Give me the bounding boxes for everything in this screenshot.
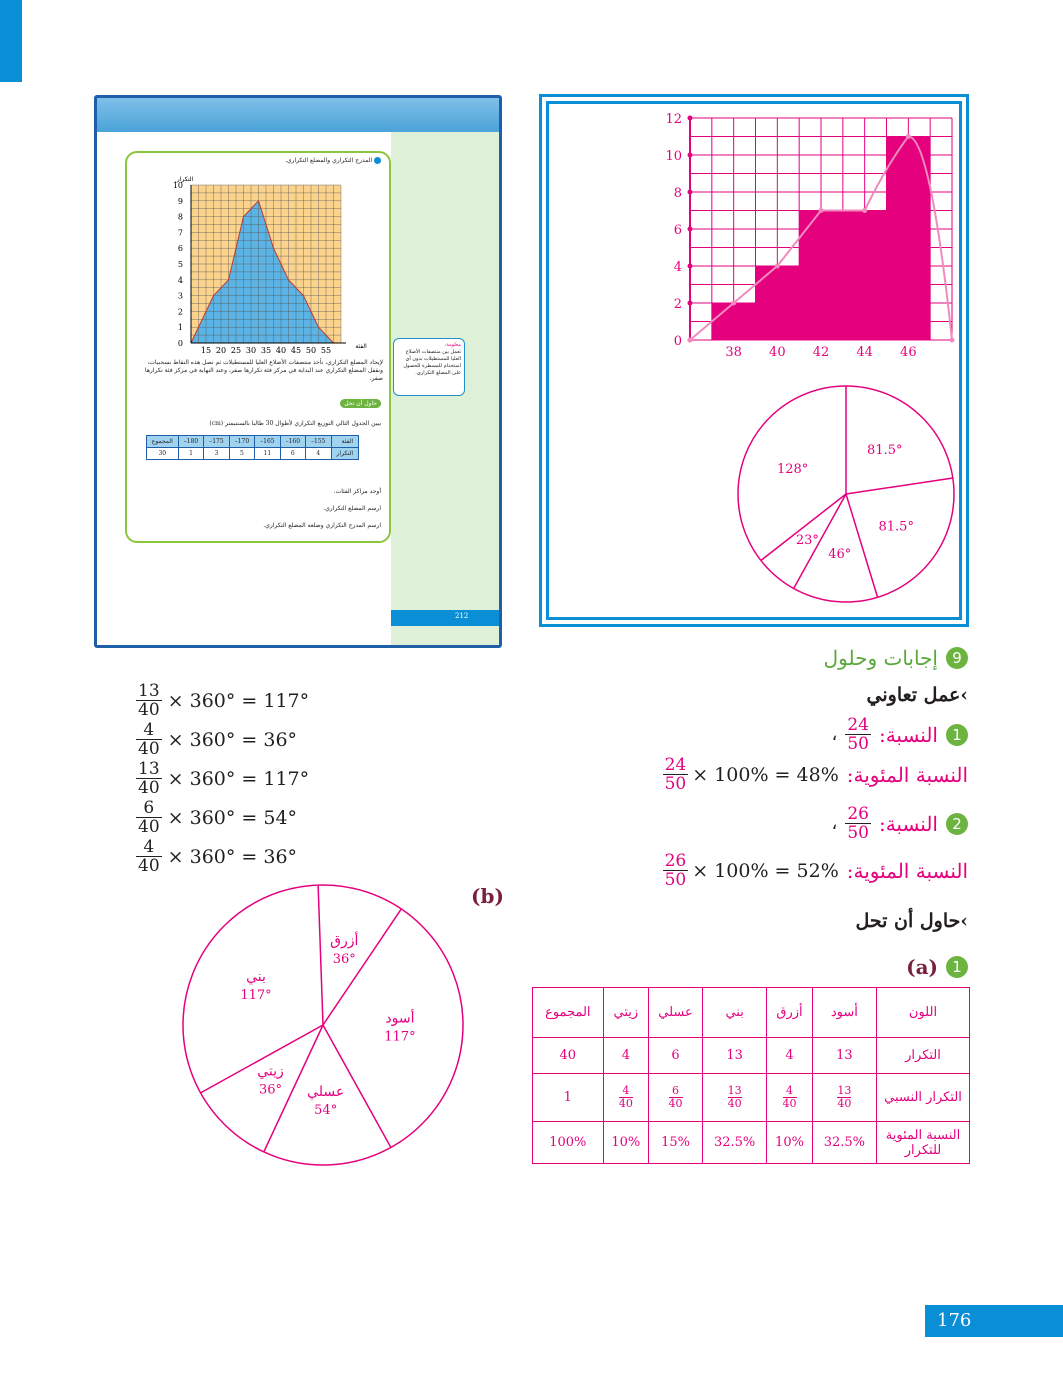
- pie-slice-label-2: 81.5°: [878, 519, 914, 535]
- mini-table-head-cell: 155–: [306, 436, 331, 448]
- page-number: 176: [925, 1305, 1063, 1337]
- ratio-label-2: النسبة:: [878, 811, 938, 836]
- mini-explanation: لإيجاد المضلع التكراري، نأخذ منتصفات الأضلاع العليا للمستطيلات ثم نصل هذه النقاط بسحبيات، ونقفل المضلع التكراري عند البداية في مركز فئة تكرارها صفر، وعند النهاية في مركز فئة تكرارها صفر.: [144, 359, 383, 382]
- table-relative-label: التكرار النسبي: [877, 1074, 970, 1122]
- mini-info-note: [393, 338, 465, 396]
- table-header-cell: عسلي: [649, 988, 703, 1038]
- badge-a: 1: [946, 956, 968, 978]
- histogram-bar-1: [712, 303, 756, 340]
- y-tick-dot: [688, 190, 693, 195]
- polygon-point-7: [950, 338, 955, 343]
- part-a-heading: [906, 955, 968, 979]
- mini-x-tick-20: 20: [215, 346, 227, 355]
- y-tick-label-12: 12: [665, 112, 682, 127]
- mini-question-c: المدرج التكراري والمضلع التكراري.: [284, 157, 373, 164]
- y-tick-label-2: 2: [673, 297, 682, 312]
- pie-slice-label-4: 23°: [795, 533, 819, 549]
- table-freq-cell: التكرار: [877, 1038, 970, 1074]
- mini-table-cell: 3: [204, 448, 229, 460]
- angle-expression: × 360° = 36°: [167, 845, 298, 868]
- angle-fraction: $\frac{4}{40}$: [138, 837, 160, 876]
- color-pie-chart: [178, 880, 468, 1170]
- x-tick-label-42: 42: [812, 345, 830, 360]
- pink-pie-chart: [730, 378, 960, 608]
- answer-1-percent: [663, 756, 968, 793]
- table-relative-fraction: $\frac{13}{40}$: [703, 1074, 767, 1122]
- ratio-fraction-2: $\frac{26}{50}$: [847, 804, 869, 843]
- angle-calc-row: [136, 682, 309, 719]
- table-header-cell: المجموع: [533, 988, 604, 1038]
- badge-2: 2: [946, 813, 968, 835]
- mini-page-number: 212: [455, 612, 469, 620]
- table-percent-cell: 10%: [603, 1122, 648, 1164]
- y-tick-label-10: 10: [665, 149, 682, 164]
- section-title: إجابات وحلول: [823, 646, 938, 670]
- mini-y-tick-2: 2: [177, 307, 183, 317]
- mini-card: [125, 151, 391, 543]
- mini-table-cell: 5: [229, 448, 254, 460]
- mini-x-tick-30: 30: [245, 346, 257, 355]
- mini-x-tick-40: 40: [275, 346, 287, 355]
- angle-calculations: [136, 682, 309, 877]
- y-tick-label-8: 8: [673, 186, 682, 201]
- table-percent-cell: 32.5%: [703, 1122, 767, 1164]
- mini-table-cell: 6: [280, 448, 305, 460]
- y-tick-dot: [688, 264, 693, 269]
- answer-2-ratio: 2 النسبة: $\frac{26}{50}$ ،: [832, 805, 968, 842]
- polygon-point-6: [906, 134, 911, 139]
- mini-try-label: حاول أن تحل: [340, 399, 381, 408]
- try-title: ›حاول أن تحل: [855, 910, 968, 932]
- mini-part-b: ارسم المضلع التكراري.: [323, 505, 381, 512]
- ratio-fraction-1: $\frac{24}{50}$: [847, 715, 869, 754]
- pie-slice-name-2: عسلي: [307, 1083, 345, 1100]
- table-header-cell: أزرق: [767, 988, 812, 1038]
- table-relative-total: 1: [533, 1074, 604, 1122]
- histogram-bar-5: [887, 137, 931, 341]
- ratio-label-1: النسبة:: [878, 722, 938, 747]
- percent-label-2: النسبة المئوية:: [846, 858, 968, 883]
- mini-y-tick-10: 10: [172, 181, 183, 190]
- histogram-bar-4: [843, 211, 887, 341]
- mini-table-head-cell: 160–: [280, 436, 305, 448]
- mini-part-a: أوجد مراكز الفئات.: [333, 488, 381, 495]
- pink-histogram: [560, 108, 960, 370]
- table-header-cell: زيتي: [603, 988, 648, 1038]
- mini-y-tick-6: 6: [177, 244, 183, 254]
- table-header-cell: اللون: [877, 988, 970, 1038]
- badge-1: 1: [946, 724, 968, 746]
- angle-expression: × 360° = 54°: [167, 806, 298, 829]
- table-header-cell: بني: [703, 988, 767, 1038]
- pie-slice-label-1: 81.5°: [867, 443, 903, 459]
- y-tick-label-6: 6: [673, 223, 682, 238]
- polygon-point-5: [862, 208, 867, 213]
- table-percent-cell: 32.5%: [812, 1122, 876, 1164]
- table-header-cell: أسود: [812, 988, 876, 1038]
- x-tick-label-44: 44: [856, 345, 873, 360]
- table-percent-cell: 10%: [767, 1122, 812, 1164]
- angle-expression: × 360° = 117°: [167, 689, 310, 712]
- mini-question-2: يبين الجدول التالي التوزيع التكراري لأطوال 30 طالبا بالسنتيمتر (cm): [209, 420, 381, 427]
- x-tick-label-38: 38: [725, 345, 742, 360]
- mini-table-head-cell: 175–: [204, 436, 229, 448]
- table-percent-cell: 15%: [649, 1122, 703, 1164]
- polygon-point-3: [775, 264, 780, 269]
- coop-title: ›عمل تعاوني: [866, 684, 968, 706]
- section-heading: [824, 646, 968, 670]
- pie-slice-angle-1: 117°: [384, 1029, 416, 1045]
- pie-slice-angle-2: 54°: [314, 1102, 338, 1118]
- mini-x-tick-35: 35: [260, 346, 272, 355]
- mini-y-tick-1: 1: [177, 323, 183, 333]
- histogram-bar-2: [756, 266, 800, 340]
- angle-expression: × 360° = 117°: [167, 767, 310, 790]
- angle-expression: × 360° = 36°: [167, 728, 298, 751]
- mini-table-head-cell: 165–: [255, 436, 280, 448]
- mini-x-tick-55: 55: [320, 346, 332, 355]
- table-relative-fraction: $\frac{4}{40}$: [603, 1074, 648, 1122]
- mini-table-head-cell: الفئة: [331, 436, 359, 448]
- table-relative-fraction: $\frac{4}{40}$: [767, 1074, 812, 1122]
- pie-slice-name-3: زيتي: [257, 1063, 284, 1080]
- y-tick-dot: [688, 116, 693, 121]
- mini-note-text: تعمل بين منتصفات الأضلاع العليا للمستطيلات بدون أي استخدام للمسطرة للحصول على المضلع التكراري.: [403, 349, 461, 376]
- angle-fraction: $\frac{4}{40}$: [138, 720, 160, 759]
- pie-slice-label-5: 128°: [776, 461, 809, 477]
- percent-label-1: النسبة المئوية:: [846, 762, 968, 787]
- mini-y-tick-0: 0: [177, 339, 183, 348]
- table-freq-cell: 4: [767, 1038, 812, 1074]
- percent-expr-2: × 100% = 52%: [692, 859, 839, 882]
- mini-y-axis-label: التكرار: [176, 176, 194, 183]
- table-freq-cell: 13: [703, 1038, 767, 1074]
- pie-slice-name-1: أسود: [385, 1010, 415, 1027]
- y-tick-dot: [688, 301, 693, 306]
- pie-slice-name-4: بني: [246, 969, 266, 986]
- mini-y-tick-8: 8: [177, 212, 183, 222]
- mini-x-axis-label: الفئة: [355, 343, 367, 350]
- mini-note-title: معلومة:: [444, 342, 461, 348]
- table-freq-cell: 13: [812, 1038, 876, 1074]
- color-frequency-table: [532, 987, 970, 1164]
- table-relative-fraction: $\frac{13}{40}$: [812, 1074, 876, 1122]
- pie-slice-label-3: 46°: [828, 547, 852, 563]
- mini-footer-bar: [391, 610, 499, 626]
- angle-calc-row: [136, 799, 309, 836]
- y-tick-label-4: 4: [673, 260, 682, 275]
- mini-table-head-cell: 170–: [229, 436, 254, 448]
- pie-slice-angle-3: 36°: [258, 1082, 283, 1098]
- mini-x-tick-45: 45: [290, 346, 302, 355]
- polygon-point-1: [688, 338, 693, 343]
- mini-y-tick-7: 7: [177, 228, 183, 238]
- angle-calc-row: [136, 838, 309, 875]
- mini-table-cell: 4: [306, 448, 331, 460]
- mini-frequency-table: [146, 435, 359, 460]
- mini-table-cell: 30: [146, 448, 178, 460]
- mini-y-tick-5: 5: [177, 260, 183, 269]
- y-tick-label-0: 0: [673, 334, 682, 349]
- mini-part-c: ارسم المدرج التكراري وضلعه المضلع التكراري.: [263, 522, 381, 529]
- percent-expr-1: × 100% = 48%: [692, 763, 839, 786]
- y-tick-dot: [688, 227, 693, 232]
- mini-table-cell: 11: [255, 448, 280, 460]
- answer-1-ratio: 1 النسبة: $\frac{24}{50}$ ،: [832, 716, 968, 753]
- mini-histogram: [131, 171, 381, 361]
- table-freq-cell: 40: [533, 1038, 604, 1074]
- percent-fraction-1: $\frac{24}{50}$: [664, 755, 687, 794]
- pie-slice-angle-5: 36°: [332, 951, 356, 967]
- angle-calc-row: [136, 760, 309, 797]
- y-tick-dot: [688, 153, 693, 158]
- angle-calc-row: [136, 721, 309, 758]
- mini-table-head-cell: 180–: [178, 436, 203, 448]
- section-badge: 9: [946, 647, 968, 669]
- polygon-point-2: [731, 301, 736, 306]
- mini-y-tick-4: 4: [177, 275, 183, 285]
- mini-table-head-cell: المجموع: [146, 436, 178, 448]
- mini-table-cell: 1: [178, 448, 203, 460]
- angle-fraction: $\frac{6}{40}$: [138, 798, 160, 837]
- mini-x-tick-50: 50: [305, 346, 317, 355]
- mini-y-tick-3: 3: [177, 291, 183, 301]
- mini-x-tick-15: 15: [200, 346, 212, 355]
- answer-2-percent: [663, 852, 968, 889]
- angle-fraction: $\frac{13}{40}$: [138, 681, 160, 720]
- mini-header-bar: [97, 98, 499, 132]
- angle-fraction: $\frac{13}{40}$: [138, 759, 160, 798]
- table-relative-fraction: $\frac{6}{40}$: [649, 1074, 703, 1122]
- pie-slice-angle-4: 117°: [240, 988, 272, 1004]
- mini-table-cell: التكرار: [331, 448, 359, 460]
- table-freq-cell: 4: [603, 1038, 648, 1074]
- pie-slice-name-5: أزرق: [330, 932, 359, 949]
- table-percent-label: النسبة المئوية للتكرار: [877, 1122, 970, 1164]
- corner-tab: [0, 0, 22, 82]
- table-percent-cell: 100%: [533, 1122, 604, 1164]
- x-tick-label-46: 46: [900, 345, 917, 360]
- part-a-label: (a): [906, 955, 938, 979]
- table-freq-cell: 6: [649, 1038, 703, 1074]
- textbook-page-thumbnail: [94, 95, 502, 648]
- x-tick-label-40: 40: [769, 345, 786, 360]
- mini-y-tick-9: 9: [177, 196, 183, 206]
- polygon-point-4: [819, 208, 824, 213]
- part-b-label: (b): [471, 884, 504, 908]
- percent-fraction-2: $\frac{26}{50}$: [664, 851, 687, 890]
- mini-x-tick-25: 25: [230, 346, 242, 355]
